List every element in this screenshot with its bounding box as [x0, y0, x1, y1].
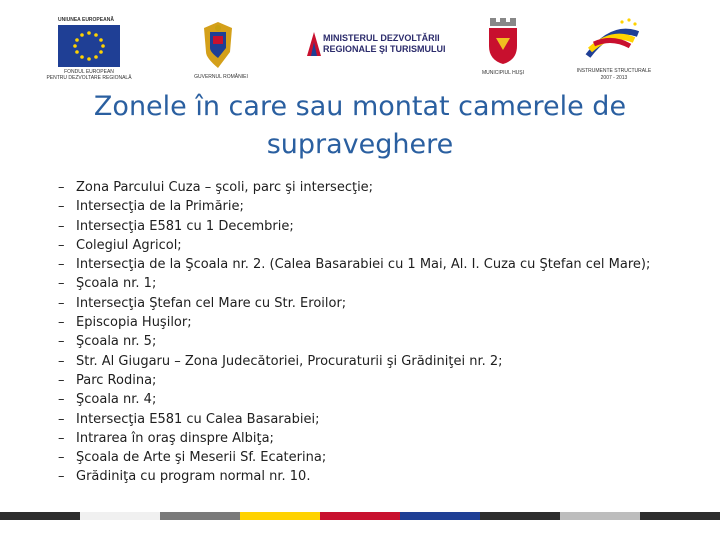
- list-item-text: Intersecţia E581 cu 1 Decembrie;: [76, 218, 294, 234]
- municipality-crest-icon: [486, 16, 520, 66]
- list-item: [58, 217, 698, 236]
- list-bullet-dash: –: [58, 315, 65, 331]
- list-bullet-dash: –: [58, 469, 65, 485]
- list-item-text: Grădiniţa cu program normal nr. 10.: [76, 469, 311, 485]
- ministry-name-2: REGIONALE ŞI TURISMULUI: [323, 44, 446, 54]
- list-item: [58, 332, 698, 351]
- list-bullet-dash: –: [58, 450, 65, 466]
- page-title: Zonele în care sau montat camerele de supraveghere: [93, 91, 627, 160]
- list-item: [58, 178, 698, 197]
- list-item: [58, 294, 698, 313]
- eu-flag-icon: [58, 25, 120, 67]
- list-item-text: Intersecţia E581 cu Calea Basarabiei;: [76, 411, 320, 427]
- list-item-text: Episcopia Huşilor;: [76, 315, 192, 331]
- list-bullet-dash: –: [58, 411, 65, 427]
- instruments-caption-1: INSTRUMENTE STRUCTURALE: [576, 68, 652, 74]
- list-item-text: Parc Rodina;: [76, 372, 157, 388]
- logo-strip: [0, 0, 720, 86]
- list-bullet-dash: –: [58, 237, 65, 253]
- list-item: [58, 371, 698, 390]
- list-bullet-dash: –: [58, 257, 65, 273]
- list-item-text: Şcoala de Arte şi Meserii Sf. Ecaterina;: [76, 450, 327, 466]
- bottom-color-bar: [0, 512, 720, 520]
- list-item-text: Intersecţia de la Primărie;: [76, 199, 244, 215]
- list-item: [58, 429, 698, 448]
- list-item-text: Intersecţia Ştefan cel Mare cu Str. Eroilor;: [76, 295, 347, 311]
- list-bullet-dash: –: [58, 180, 65, 195]
- list-item: [58, 236, 698, 255]
- eu-caption-top: UNIUNEA EUROPEANĂ: [58, 17, 114, 23]
- romania-coat-of-arms-icon: [200, 22, 236, 70]
- municipality-caption: MUNICIPIUL HUŞI: [481, 70, 525, 76]
- list-bullet-dash: –: [58, 295, 65, 311]
- list-item-text: Şcoala nr. 1;: [76, 276, 157, 292]
- instruments-caption-2: 2007 - 2013: [600, 75, 628, 81]
- list-bullet-dash: –: [58, 353, 65, 369]
- list-item: [58, 255, 698, 274]
- list-item-text: Intersecţia de la Şcoala nr. 2. (Calea Basarabiei cu 1 Mai, Al. I. Cuza cu Ştefan cel Mare);: [76, 257, 651, 273]
- list-item: [58, 467, 698, 486]
- list-item-text: Şcoala nr. 4;: [76, 392, 157, 408]
- zone-list: [58, 178, 698, 487]
- list-item-text: Şcoala nr. 5;: [76, 334, 157, 350]
- list-item-text: Intrarea în oraş dinspre Albiţa;: [76, 430, 274, 446]
- list-item: [58, 313, 698, 332]
- list-item: [58, 390, 698, 409]
- list-bullet-dash: –: [58, 276, 65, 292]
- list-item: [58, 197, 698, 216]
- list-bullet-dash: –: [58, 430, 65, 446]
- eu-caption-fund: FONDUL EUROPEAN: [64, 69, 114, 75]
- ministry-logo-icon: [305, 30, 323, 58]
- list-bullet-dash: –: [58, 218, 65, 234]
- list-bullet-dash: –: [58, 392, 65, 408]
- list-item: [58, 410, 698, 429]
- list-item-text: Colegiul Agricol;: [76, 237, 182, 253]
- list-bullet-dash: –: [58, 199, 65, 215]
- gov-caption: GUVERNUL ROMÂNIEI: [194, 74, 248, 80]
- list-item: [58, 352, 698, 371]
- eu-caption-fedr: PENTRU DEZVOLTARE REGIONALĂ: [46, 75, 132, 81]
- list-item-text: Str. Al Giugaru – Zona Judecătoriei, Procuraturii şi Grădiniţei nr. 2;: [76, 353, 503, 369]
- list-bullet-dash: –: [58, 372, 65, 388]
- list-item: [58, 274, 698, 293]
- structural-instruments-logo-icon: [582, 16, 642, 64]
- list-item-text: Zona Parcului Cuza – şcoli, parc şi intersecţie;: [76, 180, 374, 195]
- list-bullet-dash: –: [58, 334, 65, 350]
- list-item: [58, 448, 698, 467]
- ministry-name-1: MINISTERUL DEZVOLTĂRII: [323, 33, 440, 43]
